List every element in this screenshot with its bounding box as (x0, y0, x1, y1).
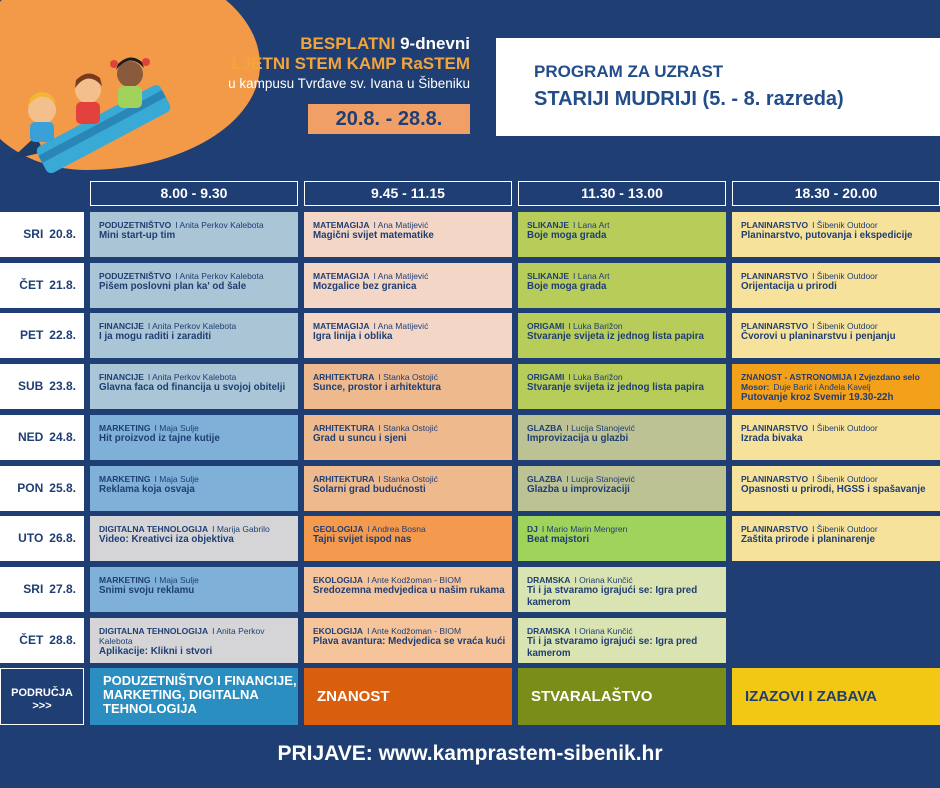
activity-leader: I Stanka Ostojić (378, 474, 438, 484)
activity-title: Boje moga grada (527, 281, 607, 292)
day-date: 26.8. (49, 531, 76, 545)
activity-title: Ti i ja stvaramo igrajući se: Igra pred kamerom (527, 585, 698, 608)
activity-subject: EKOLOGIJA (313, 626, 364, 636)
activity-subject: MATEMAGIJA (313, 271, 370, 281)
area-science: ZNANOST (304, 668, 512, 725)
activity-leader: I Šibenik Outdoor (812, 474, 878, 484)
activity-title: Stvaranje svijeta iz jednog lista papira (527, 382, 704, 393)
schedule-cell (90, 466, 298, 511)
day-label (0, 263, 84, 308)
schedule-cell (304, 567, 512, 612)
schedule-cell (304, 516, 512, 561)
activity-subject: SLIKANJE (527, 220, 570, 230)
day-label (0, 415, 84, 460)
activity-subject: PODUZETNIŠTVO (99, 220, 172, 230)
activity-subject: MARKETING (99, 474, 151, 484)
activity-title: Ti i ja stvaramo igrajući se: Igra pred kamerom (527, 636, 698, 659)
activity-subject-line (313, 372, 506, 382)
day-date: 25.8. (49, 481, 76, 495)
activity-subject-line (313, 474, 506, 484)
camp-dates: 20.8. - 28.8. (308, 104, 470, 134)
activity-leader: I Šibenik Outdoor (812, 524, 878, 534)
activity-leader: I Andrea Bosna (367, 524, 426, 534)
activity-leader: I Maja Sulje (154, 575, 199, 585)
activity-subject: ARHITEKTURA (313, 372, 375, 382)
day-label (0, 313, 84, 358)
activity-subject-line (99, 271, 292, 281)
schedule-cell (732, 415, 940, 460)
activity-leader: I Maja Sulje (154, 423, 199, 433)
activity-subject-line (741, 372, 934, 392)
kids-on-pencil-illustration (0, 28, 200, 173)
schedule-cell (90, 618, 298, 663)
activity-subject-line (527, 271, 720, 281)
schedule-cell (518, 263, 726, 308)
day-label (0, 567, 84, 612)
activity-title: Mini start-up tim (99, 230, 176, 241)
time-slot-2: 9.45 - 11.15 (304, 181, 512, 206)
day-date: 27.8. (49, 582, 76, 596)
activity-leader: I Ante Kodžoman - BIOM (367, 626, 462, 636)
activity-leader: I Mario Marin Mengren (541, 524, 628, 534)
program-box (496, 38, 940, 136)
schedule-cell (732, 516, 940, 561)
camp-title (205, 34, 470, 74)
day-name: SRI (23, 582, 44, 596)
activity-leader: I Ana Matijević (373, 271, 429, 281)
schedule-cell (90, 415, 298, 460)
areas-label (0, 668, 84, 725)
registration-footer: PRIJAVE: www.kamprastem-sibenik.hr (277, 742, 663, 765)
activity-subject: MATEMAGIJA (313, 321, 370, 331)
activity-subject-line (527, 321, 720, 331)
schedule-cell (518, 618, 726, 663)
activity-title: Beat majstori (527, 534, 590, 545)
activity-subject-line (741, 271, 934, 281)
duration-label: 9-dnevni (400, 34, 470, 53)
activity-title: Pišem poslovni plan ka' od šale (99, 281, 247, 292)
schedule-cell (90, 567, 298, 612)
day-label (0, 618, 84, 663)
activity-subject: PLANINARSTVO (741, 321, 809, 331)
activity-subject: GLAZBA (527, 423, 563, 433)
activity-title: Stvaranje svijeta iz jednog lista papira (527, 331, 704, 342)
schedule-cell (518, 516, 726, 561)
activity-subject: PLANINARSTVO (741, 524, 809, 534)
day-name: SUB (17, 379, 44, 393)
activity-subject: PLANINARSTVO (741, 423, 809, 433)
schedule-cell (90, 364, 298, 409)
schedule-cell (90, 313, 298, 358)
areas-label-arrows: >>> (32, 700, 52, 712)
activity-subject-line (313, 423, 506, 433)
activity-leader: I Anita Perkov Kalebota (175, 220, 264, 230)
activity-subject: ZNANOST - ASTRONOMIJA I Zvjezdano selo Mosor: (741, 372, 920, 392)
activity-leader: I Lana Art (573, 271, 610, 281)
activity-subject: MARKETING (99, 575, 151, 585)
activity-title: Izrada bivaka (741, 433, 803, 444)
schedule-cell (90, 212, 298, 257)
activity-title: Glavna faca od financija u svojoj obitelji (99, 382, 286, 393)
activity-leader: I Ana Matijević (373, 220, 429, 230)
activity-title: Opasnosti u prirodi, HGSS i spašavanje (741, 484, 926, 495)
activity-subject-line (99, 321, 292, 331)
activity-subject: ORIGAMI (527, 321, 565, 331)
activity-subject: ORIGAMI (527, 372, 565, 382)
day-label (0, 466, 84, 511)
area-entrepreneurship: PODUZETNIŠTVO I FINANCIJE, MARKETING, DIGITALNA TEHNOLOGIJA (90, 668, 298, 725)
day-date: 21.8. (49, 278, 76, 292)
activity-subject: DIGITALNA TEHNOLOGIJA (99, 524, 209, 534)
activity-title: Hit proizvod iz tajne kutije (99, 433, 220, 444)
day-date: 28.8. (49, 633, 76, 647)
activity-leader: I Ante Kodžoman - BIOM (367, 575, 462, 585)
activity-title: Mozgalice bez granica (313, 281, 417, 292)
activity-subject: PLANINARSTVO (741, 271, 809, 281)
time-slot-3: 11.30 - 13.00 (518, 181, 726, 206)
activity-leader: I Stanka Ostojić (378, 372, 438, 382)
activity-subject-line (741, 321, 934, 331)
activity-title: Planinarstvo, putovanja i ekspedicije (741, 230, 913, 241)
activity-title: Plava avantura: Medvjedica se vraća kući (313, 636, 506, 647)
activity-leader: I Šibenik Outdoor (812, 271, 878, 281)
areas-label-text: PODRUČJA (11, 687, 73, 699)
activity-leader: I Anita Perkov Kalebota (99, 626, 265, 646)
activity-leader: I Lucija Stanojević (566, 474, 635, 484)
activity-subject-line (527, 626, 720, 636)
activity-subject-line (741, 524, 934, 534)
activity-subject: MATEMAGIJA (313, 220, 370, 230)
day-name: NED (17, 430, 44, 444)
activity-subject-line (313, 626, 506, 636)
activity-subject-line (99, 220, 292, 230)
activity-title: Glazba u improvizaciji (527, 484, 630, 495)
activity-subject: FINANCIJE (99, 372, 144, 382)
activity-title: Snimi svoju reklamu (99, 585, 195, 596)
activity-leader: I Anita Perkov Kalebota (175, 271, 264, 281)
day-name: SRI (23, 227, 44, 241)
activity-subject-line (527, 474, 720, 484)
activity-subject: DRAMSKA (527, 575, 571, 585)
schedule-cell (304, 212, 512, 257)
activity-title: Reklama koja osvaja (99, 484, 195, 495)
area-creativity: STVARALAŠTVO (518, 668, 726, 725)
day-date: 20.8. (49, 227, 76, 241)
day-name: PET (19, 328, 44, 342)
schedule-cell (304, 263, 512, 308)
schedule-cell (518, 364, 726, 409)
schedule-cell (90, 263, 298, 308)
activity-subject-line (741, 474, 934, 484)
activity-leader: I Stanka Ostojić (378, 423, 438, 433)
schedule-cell (518, 415, 726, 460)
area-challenges: IZAZOVI I ZABAVA (732, 668, 940, 725)
activity-title: Boje moga grada (527, 230, 607, 241)
activity-subject: DJ (527, 524, 538, 534)
activity-subject: DRAMSKA (527, 626, 571, 636)
activity-leader: I Šibenik Outdoor (812, 220, 878, 230)
camp-location: u kampusu Tvrđave sv. Ivana u Šibeniku (228, 76, 470, 91)
activity-subject-line (527, 220, 720, 230)
activity-subject: PLANINARSTVO (741, 474, 809, 484)
activity-title: Aplikacije: Klikni i stvori (99, 646, 213, 657)
activity-leader: I Lana Art (573, 220, 610, 230)
activity-subject-line (313, 321, 506, 331)
schedule-cell (518, 212, 726, 257)
activity-leader: I Oriana Kunčić (574, 626, 633, 636)
day-label (0, 516, 84, 561)
activity-subject-line (99, 575, 292, 585)
activity-subject-line (313, 524, 506, 534)
schedule-cell (518, 313, 726, 358)
time-slot-4: 18.30 - 20.00 (732, 181, 940, 206)
day-date: 23.8. (49, 379, 76, 393)
activity-title: Tajni svijet ispod nas (313, 534, 412, 545)
activity-subject-line (741, 423, 934, 433)
day-name: UTO (18, 531, 44, 545)
program-subtitle: STARIJI MUDRIJI (5. - 8. razreda) (534, 88, 844, 110)
activity-subject: MARKETING (99, 423, 151, 433)
schedule-cell (304, 466, 512, 511)
day-label (0, 364, 84, 409)
activity-title: Sunce, prostor i arhitektura (313, 382, 441, 393)
activity-subject-line (527, 575, 720, 585)
schedule-cell (304, 364, 512, 409)
day-name: ČET (19, 278, 44, 292)
day-name: PON (17, 481, 44, 495)
schedule-cell (518, 466, 726, 511)
activity-subject: GLAZBA (527, 474, 563, 484)
day-label (0, 212, 84, 257)
activity-subject-line (99, 626, 292, 646)
activity-subject-line (741, 220, 934, 230)
activity-subject: GEOLOGIJA (313, 524, 364, 534)
activity-subject-line (99, 423, 292, 433)
program-title: PROGRAM ZA UZRAST (534, 62, 724, 81)
schedule-cell (90, 516, 298, 561)
activity-title: Magični svijet matematike (313, 230, 434, 241)
schedule-cell (732, 364, 940, 409)
activity-leader: I Anita Perkov Kalebota (147, 372, 237, 382)
schedule-cell (518, 567, 726, 612)
activity-subject-line (313, 220, 506, 230)
activity-subject-line (527, 423, 720, 433)
activity-title: Igra linija i oblika (313, 331, 393, 342)
activity-leader: I Maja Sulje (154, 474, 199, 484)
activity-leader: Duje Barić i Anđela Kavelj (773, 382, 871, 392)
activity-leader: I Luka Barižon (568, 372, 623, 382)
schedule-cell (304, 618, 512, 663)
activity-leader: I Šibenik Outdoor (812, 423, 878, 433)
schedule-cell (732, 313, 940, 358)
activity-subject-line (313, 575, 506, 585)
activity-subject: ARHITEKTURA (313, 474, 375, 484)
activity-subject-line (313, 271, 506, 281)
activity-subject-line (527, 524, 720, 534)
activity-leader: I Luka Barižon (568, 321, 623, 331)
activity-leader: I Šibenik Outdoor (812, 321, 878, 331)
activity-title: Video: Kreativci iza objektiva (99, 534, 234, 545)
schedule-cell (732, 466, 940, 511)
activity-subject: SLIKANJE (527, 271, 570, 281)
day-date: 24.8. (49, 430, 76, 444)
schedule-cell (732, 263, 940, 308)
day-date: 22.8. (49, 328, 76, 342)
activity-title: Zaštita prirode i planinarenje (741, 534, 875, 545)
activity-subject: FINANCIJE (99, 321, 144, 331)
schedule-cell (304, 313, 512, 358)
activity-subject-line (99, 372, 292, 382)
activity-title: Orijentacija u prirodi (741, 281, 837, 292)
camp-name: LJETNI STEM KAMP RaSTEM (231, 54, 470, 73)
activity-leader: I Anita Perkov Kalebota (147, 321, 237, 331)
activity-leader: I Ana Matijević (373, 321, 429, 331)
activity-subject: DIGITALNA TEHNOLOGIJA (99, 626, 209, 636)
activity-subject: EKOLOGIJA (313, 575, 364, 585)
schedule-cell (732, 212, 940, 257)
activity-subject: PODUZETNIŠTVO (99, 271, 172, 281)
activity-subject-line (527, 372, 720, 382)
activity-title: Putovanje kroz Svemir 19.30-22h (741, 392, 894, 403)
activity-subject: ARHITEKTURA (313, 423, 375, 433)
activity-subject-line (99, 524, 292, 534)
activity-title: Solarni grad budućnosti (313, 484, 426, 495)
activity-title: Improvizacija u glazbi (527, 433, 629, 444)
schedule-cell (304, 415, 512, 460)
activity-title: Grad u suncu i sjeni (313, 433, 407, 444)
activity-leader: I Lucija Stanojević (566, 423, 635, 433)
day-name: ČET (19, 633, 44, 647)
activity-leader: I Marija Gabrilo (212, 524, 270, 534)
activity-title: Sredozemna medvjedica u našim rukama (313, 585, 505, 596)
time-slot-1: 8.00 - 9.30 (90, 181, 298, 206)
activity-title: I ja mogu raditi i zaraditi (99, 331, 212, 342)
activity-leader: I Oriana Kunčić (574, 575, 633, 585)
activity-subject-line (99, 474, 292, 484)
free-label: BESPLATNI (300, 34, 396, 53)
activity-title: Čvorovi u planinarstvu i penjanju (741, 331, 896, 342)
activity-subject: PLANINARSTVO (741, 220, 809, 230)
